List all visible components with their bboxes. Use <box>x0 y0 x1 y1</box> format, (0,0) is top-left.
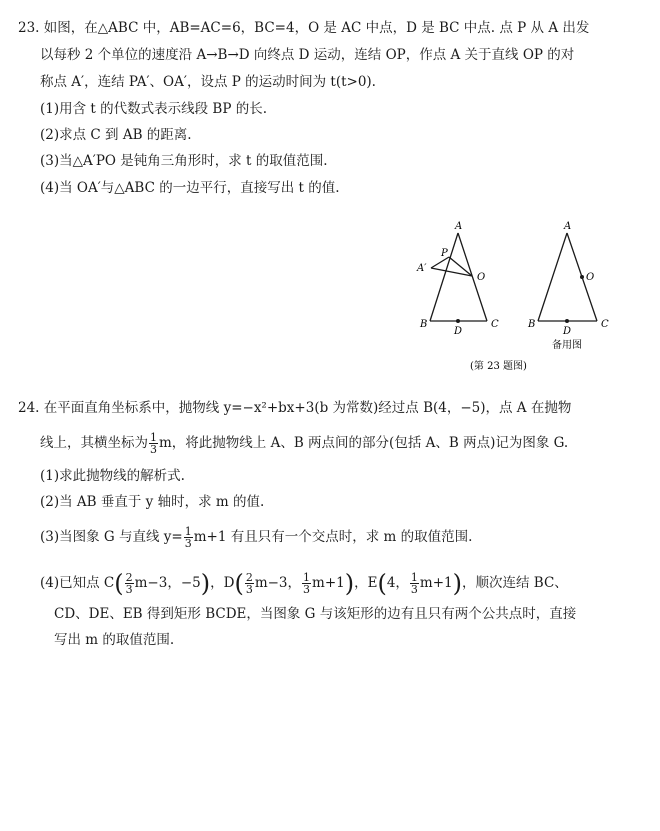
q24-number: 24. <box>18 400 40 416</box>
label-o-backup: O <box>586 272 595 283</box>
fraction-two-thirds: $\frac{2}{3}$ <box>125 571 133 596</box>
q23-part-3: (3)当△A′PO 是钝角三角形时，求 t 的取值范围. <box>40 153 328 169</box>
q23-part-4: (4)当 OA′与△ABC 的一边平行，直接写出 t 的值. <box>40 180 340 196</box>
fraction-two-thirds: $\frac{2}{3}$ <box>245 571 253 596</box>
q24-part-4: (4)已知点 C( $\frac{2}{3}$ m−3，−5)，D( $\frac{2}{3}$ m−3， $\frac{1}{3}$ m+1)，E(4， $\frac{1}{3}$ m+1)，顺次连结 BC、 <box>40 569 568 598</box>
label-a-prime: A′ <box>417 263 427 274</box>
label-d: D <box>454 326 463 337</box>
fraction-one-third: $\frac{1}{3}$ <box>303 571 311 596</box>
q24-part-1: (1)求此抛物线的解析式. <box>40 468 185 484</box>
q24-line-1 <box>18 398 571 418</box>
q23-stem-1: 如图，在△ABC 中，AB=AC=6，BC=4，O 是 AC 中点，D 是 BC 中点. 点 P 从 A 出发 <box>43 20 590 36</box>
point-o-backup <box>580 275 584 279</box>
label-d-backup: D <box>563 326 572 337</box>
segment-oa1 <box>431 268 472 276</box>
q24-part-4-line-3: 写出 m 的取值范围. <box>54 632 175 648</box>
label-c-backup: C <box>601 319 609 330</box>
label-a: A <box>455 221 463 232</box>
backup-figure-label: 备用图 <box>552 340 582 351</box>
label-c: C <box>491 319 499 330</box>
point-d <box>456 319 460 323</box>
segment-ab-backup <box>538 233 567 321</box>
q23-stem-2: 以每秒 2 个单位的速度沿 A→B→D 向终点 D 运动，连结 OP，作点 A 关于直线 OP 的对 <box>40 47 575 63</box>
q24-stem-2 <box>40 432 568 455</box>
q24-part-2: (2)当 AB 垂直于 y 轴时，求 m 的值. <box>40 494 265 510</box>
q24-stem-2a: 线上，其横坐标为 <box>40 435 148 451</box>
label-b: B <box>420 319 428 330</box>
label-o: O <box>477 272 486 283</box>
q23-stem-3: 称点 A′，连结 PA′、OA′，设点 P 的运动时间为 t(t>0). <box>40 74 376 90</box>
q23-part-1: (1)用含 t 的代数式表示线段 BP 的长. <box>40 101 268 117</box>
q24-stem-1: 在平面直角坐标系中，抛物线 y=−x²+bx+3(b 为常数)经过点 B(4，−5)，点 A 在抛物 <box>43 400 572 416</box>
q24-part-4-line-2: CD、DE、EB 得到矩形 BCDE，当图象 G 与该矩形的边有且只有两个公共点时，直接 <box>54 606 577 622</box>
fraction-one-third: $\frac{1}{3}$ <box>410 571 418 596</box>
fraction-one-third: $\frac{1}{3}$ <box>184 525 192 550</box>
label-a-backup: A <box>564 221 572 232</box>
point-d-backup <box>565 319 569 323</box>
q24-part-3: (3)当图象 G 与直线 y= $\frac{1}{3}$ m+1 有且只有一个交点时，求 m 的取值范围. <box>40 525 473 550</box>
label-p: P <box>441 248 448 259</box>
q23-part-2: (2)求点 C 到 AB 的距离. <box>40 127 192 143</box>
figure-caption: (第 23 题图) <box>470 361 527 372</box>
label-b-backup: B <box>528 319 536 330</box>
segment-ab <box>430 233 458 321</box>
fraction-one-third: $\frac{1}{3}$ <box>150 431 157 456</box>
q24-stem-2b: m，将此抛物线上 A、B 两点间的部分(包括 A、B 两点)记为图象 G. <box>159 435 569 451</box>
q23-number: 23. <box>18 20 40 36</box>
